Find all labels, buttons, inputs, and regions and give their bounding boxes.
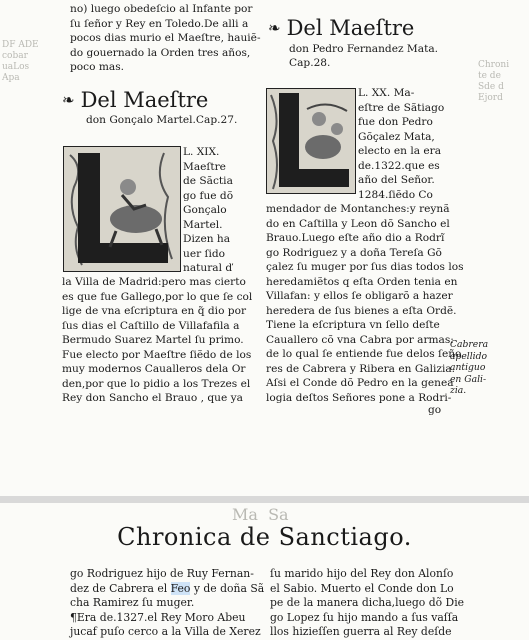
text-line: eſtre de Sãtiago [358,101,445,114]
text-line: Gõçalez Mata, [358,130,435,143]
left-body [62,275,252,406]
text-line: çalez ſu muger por ſus dias todos los [266,261,464,273]
text-line: de Sãctia [183,175,233,187]
text-line: Fue electo por Maeſtre ſiẽdo de los [62,348,252,361]
left-chapter-subheading: don Gonçalo Martel.Cap.27. [86,114,238,126]
text-line: es que fue Gallego,por lo que ſe col [62,290,253,303]
text-line: jucaf puſo cerco a la Villa de Xerez [70,625,261,638]
woodcut-initial-l-figures-icon [266,88,356,194]
text-line: Aſsi el Conde dõ Pedro en la genea [266,377,454,389]
text-line: dez de Cabrera el Feo y de doña Sã [70,581,265,595]
catchword: go [428,404,442,416]
text-line: Dizen ha [183,233,231,245]
text-line: go Lopez ſu hijo mando a ſus vaſſa [270,610,459,624]
bleed-through-left: DF ADE cobar uaLos Apa [2,40,39,83]
text-line: pe de la manera dicha,luego dõ Die [270,596,465,609]
bleed-through-bottom: Ma Sa [232,505,289,524]
text-line: la Villa de Madrid:pero mas cierto [62,276,246,288]
text-line: L. XIX. [183,146,220,158]
text-line: Tiene la eſcriptura vn ſello deſte [266,319,440,331]
text-line: go Rodriguez y a doña Tereſa Gõ [266,246,442,259]
text-line: lige de vna eſcriptura en q̃ dio por [62,305,247,317]
text-line: do en Caſtilla y Leon dõ Sancho el [266,217,450,230]
text-line: llos hizieſſen guerra al Rey deſde [270,625,452,638]
bottom-page [0,503,529,640]
text-line: den,por que lo pidio a los Trezes el [62,377,251,390]
page-divider [0,496,529,503]
highlighted-word[interactable]: Feo [170,581,191,595]
text-line: uer ſido [183,247,225,260]
right-chapter-subheading: don Pedro Fernandez Mata. [289,43,439,55]
bottom-left-column [70,567,264,640]
margin-note: Cabrera apellido antiguo en Gali- zia. [450,339,489,396]
text-line: L. XX. Ma- [358,87,415,99]
right-chapter-heading: ❧ Del Maeſtre [268,16,415,40]
right-body [266,202,464,405]
text-line: año del Señor. [358,174,435,186]
text-line: 1284.ſiẽdo Co [358,188,433,201]
left-beside-initial [183,145,233,276]
text-line: ſu marido hijo del Rey don Alonſo [270,567,454,580]
text-line: Maeſtre [183,160,226,173]
left-column-top [70,2,261,75]
text-line: logia deſtos Señores pone a Rodri- [266,391,452,404]
text-line: natural ď [183,262,233,274]
right-chapter-number: Cap.28. [289,57,331,69]
right-beside-initial [358,86,444,202]
text-line: cha Ramirez ſu muger. [70,596,195,609]
text-line: go fue dõ [183,189,234,202]
text-line: Martel. [183,218,223,231]
text-line: muy modernos Caualleros dela Or [62,363,246,375]
text-line: mendador de Montanches:y reynã [266,203,450,215]
text-line: fue don Pedro [358,116,433,128]
text-line: poco mas. [70,61,125,73]
left-chapter-heading: ❧ Del Maeſtre [62,88,209,112]
text-line: de lo qual ſe entiende fue delos ſeño [266,348,462,360]
text-line: heredera de ſus bienes a eſta Ordẽ. [266,304,457,317]
woodcut-initial-l-knight-icon [63,146,181,272]
bottom-right-column [270,567,464,640]
text-line: go Rodriguez hijo de Ruy Fernan- [70,567,254,580]
text-line: Brauo.Luego eſte año dio a Rodrĩ [266,232,445,244]
text-line: ¶Era de.1327.el Rey Moro Abeu [70,610,246,624]
text-line: res de Cabrera y Ribera en Galizia. [266,362,456,375]
text-line: Rey don Sancho el Brauo , que ya [62,392,243,404]
fleuron-icon: ❧ [268,19,281,37]
text-line: ſu ſeñor y Rey en Toledo.De alli a [70,17,249,30]
text-line: de.1322.que es [358,159,440,172]
bleed-through-right: Chroni te de Sde d Ejord [478,60,510,103]
text-line: Bermudo Suarez Martel ſu primo. [62,334,244,346]
text-line: Cauallero cõ vna Cabra por armas: [266,333,454,346]
text-line: heredamiẽtos q eſta Orden tenia en [266,275,458,288]
text-line: do gouernado la Orden tres años, [70,46,251,59]
text-line: pocos dias murio el Maeſtre, hauiẽ- [70,32,261,44]
fleuron-icon: ❧ [62,91,75,109]
text-line: el Sabio. Muerto el Conde don Lo [270,581,454,595]
text-line: ſus dias el Caſtillo de Villafafila a [62,319,240,332]
text-line: electo en la era [358,145,442,157]
text-line: Villafan: y ellos ſe obligarõ a hazer [266,290,453,302]
text-line: no) luego obedeſcio al Infante por [70,3,253,15]
text-line: Gonçalo [183,204,227,216]
running-title: Chronica de Sanctiago. [117,523,412,551]
